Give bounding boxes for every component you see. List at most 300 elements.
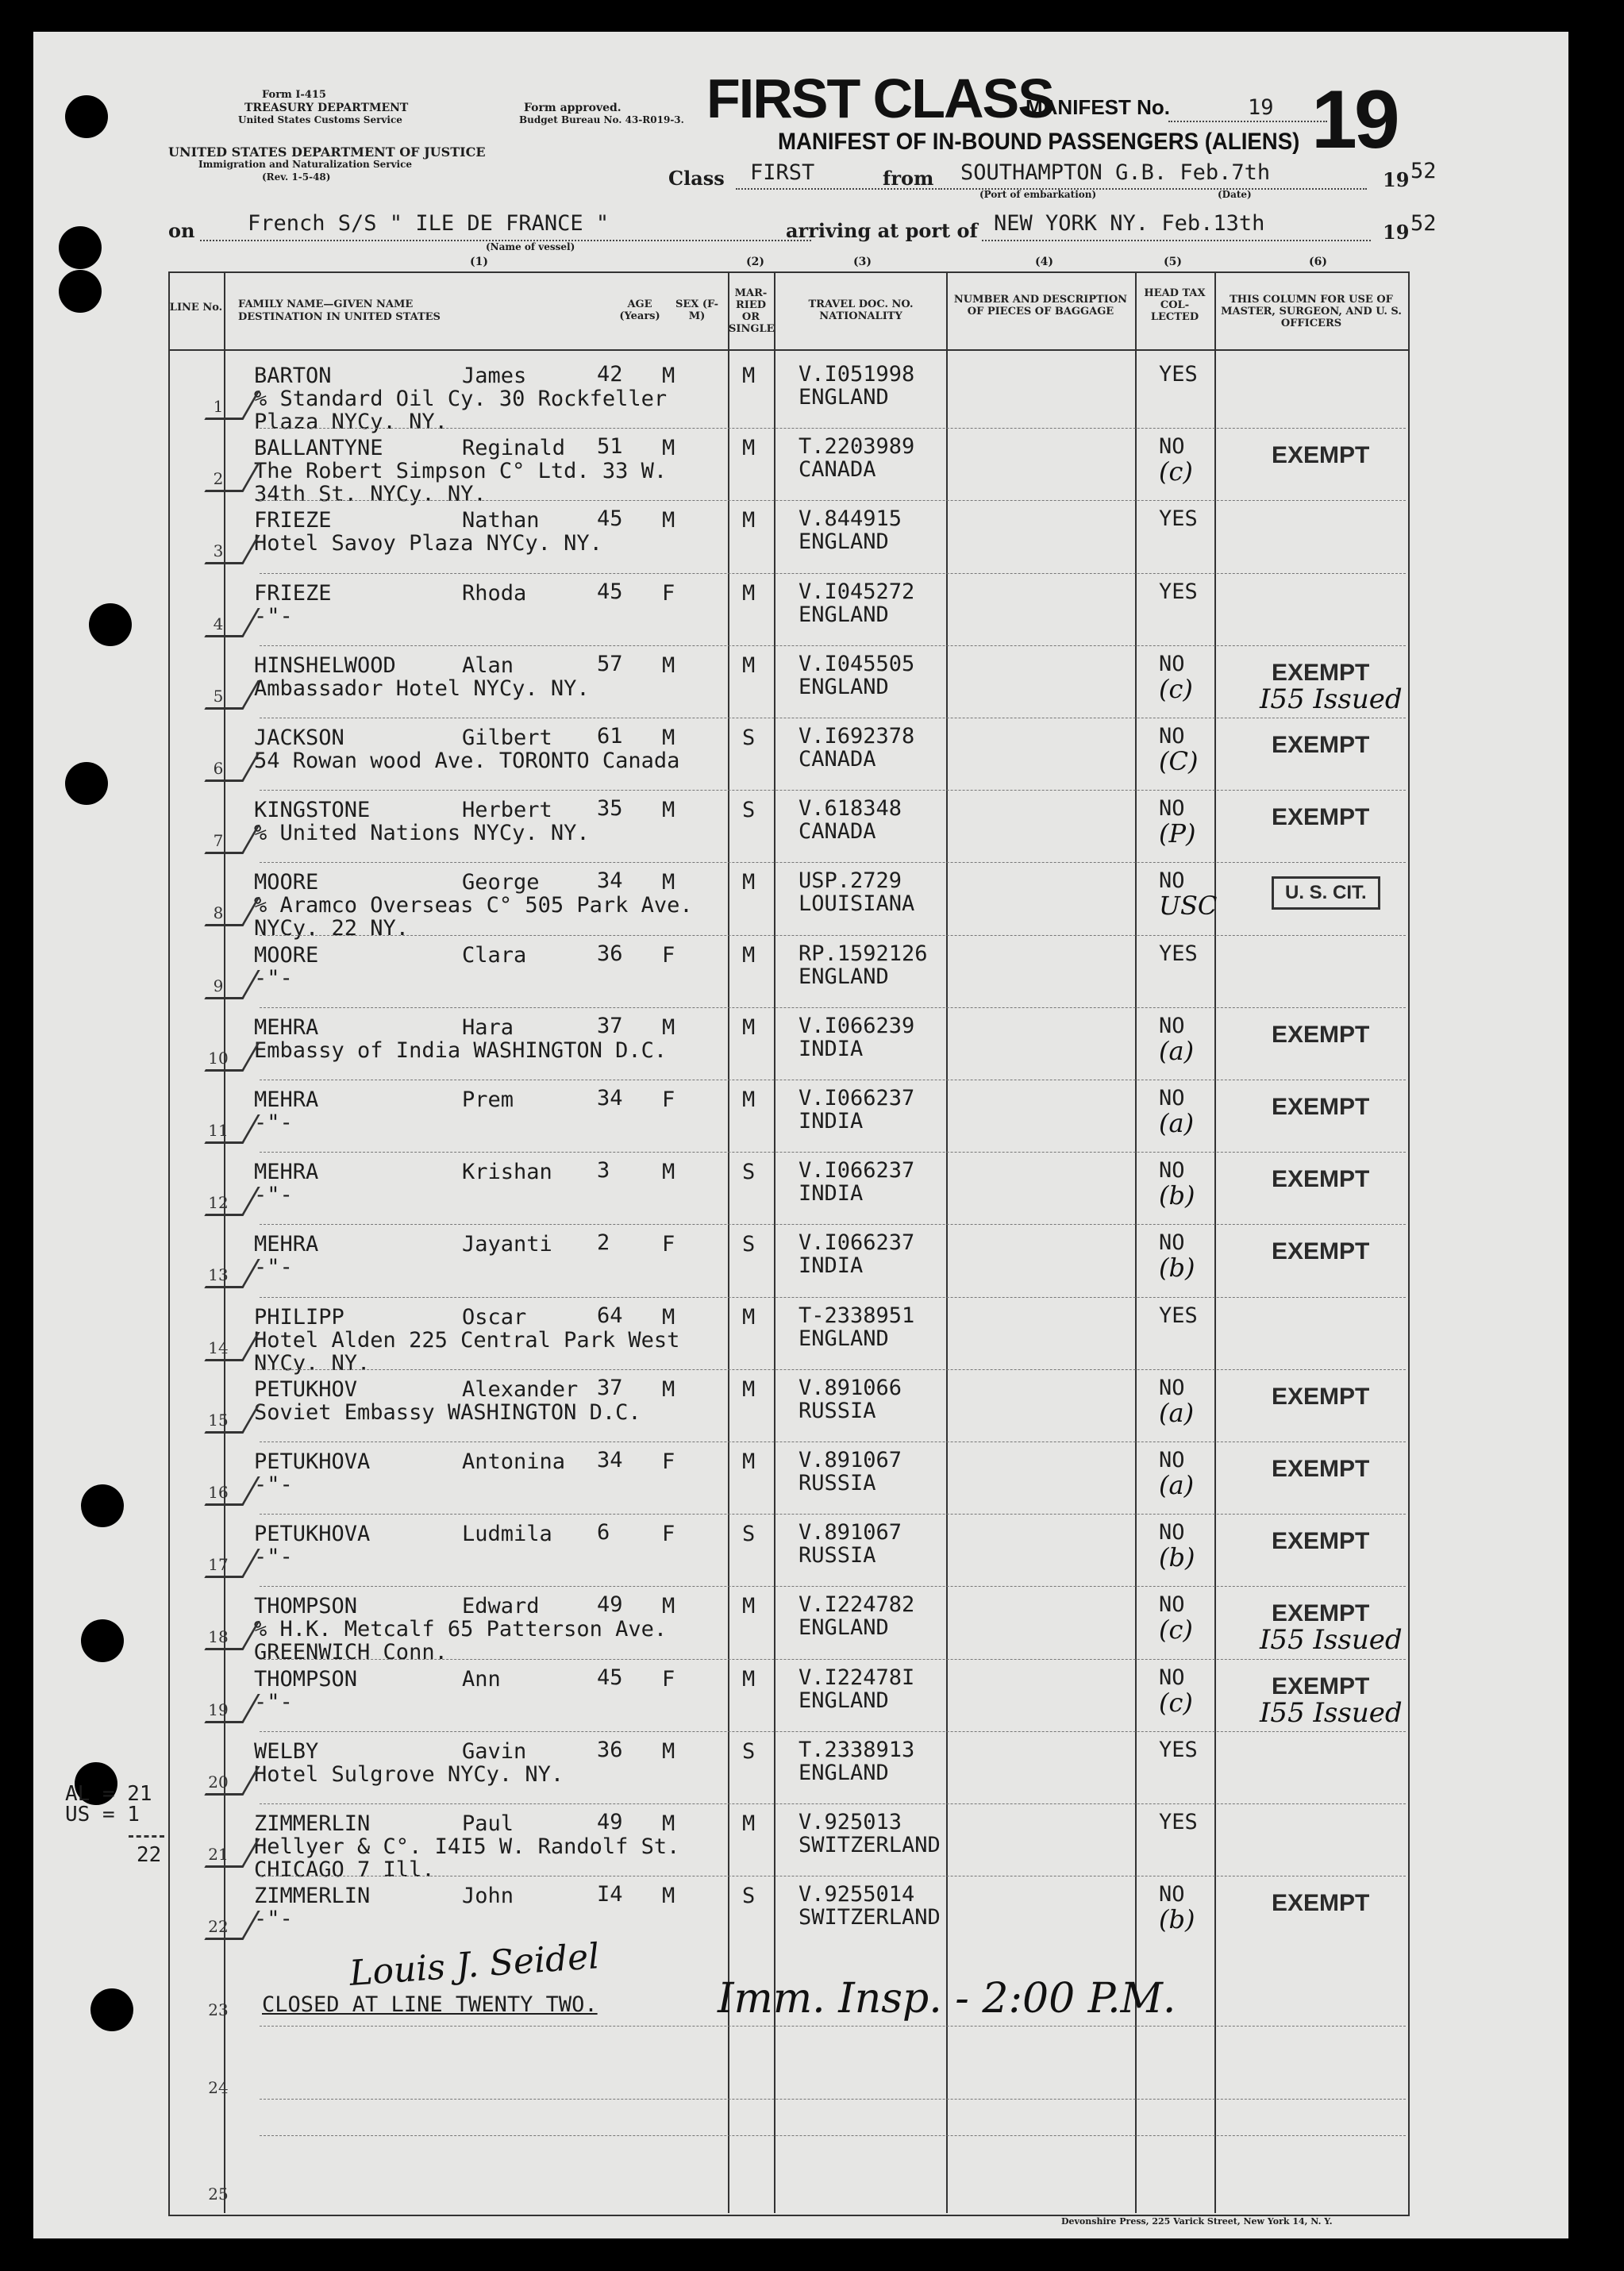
head-tax: YES [1159,1303,1198,1328]
marital-status: M [742,364,756,388]
revision: (Rev. 1-5-48) [262,171,331,183]
nationality: INDIA [799,1036,864,1061]
sex: M [662,1884,675,1909]
sex: M [662,726,675,750]
row-divider [260,1152,1406,1153]
header-travel-doc: TRAVEL DOC. NO. NATIONALITY [808,298,914,322]
nationality: INDIA [799,1181,864,1207]
destination-line2: NYCy. NY. [254,1350,371,1376]
line-number: 16 [208,1483,229,1502]
age: 6 [597,1520,610,1545]
destination: -"- [254,603,293,629]
nationality: ENGLAND [799,1326,889,1351]
col-num-4: (4) [1035,256,1053,268]
travel-doc: T.2338913 [799,1737,915,1762]
marital-status: S [742,1522,756,1547]
total-aliens: AL = 21 [65,1782,152,1806]
vessel-label: (Name of vessel) [486,241,575,252]
family-name: PETUKHOVA [254,1449,371,1474]
family-name: BALLANTYNE [254,436,383,461]
given-name: Gilbert [462,726,552,750]
officer-stamp: U. S. CIT. [1272,876,1380,910]
date-label: (Date) [1218,189,1252,200]
given-name: Krishan [462,1160,552,1185]
line-number: 19 [208,1699,229,1719]
first-class-title: FIRST CLASS [706,67,1053,129]
head-tax-code: (c) [1159,1687,1193,1718]
travel-doc: V.891067 [799,1448,902,1472]
line-number: 22 [208,1917,229,1937]
sex: F [662,1522,675,1547]
nationality: INDIA [799,1253,864,1279]
family-name: ZIMMERLIN [254,1884,371,1909]
row-divider [260,1586,1406,1587]
marital-status: M [742,1811,756,1836]
officer-stamp: EXEMPT [1272,1094,1370,1120]
destination-line2: CHICAGO 7 Ill. [254,1857,435,1882]
sex: F [662,1232,675,1257]
given-name: Antonina [462,1449,566,1474]
head-tax-code: (c) [1159,1615,1193,1646]
destination: Hotel Alden 225 Central Park West [254,1327,680,1353]
destination: Hotel Savoy Plaza NYCy. NY. [254,531,602,556]
sex: M [662,1304,675,1330]
destination: Hotel Sulgrove NYCy. NY. [254,1761,564,1787]
destination-line2: Plaza NYCy. NY. [254,410,448,434]
header-name: FAMILY NAME—GIVEN NAME [238,298,414,310]
age: 64 [597,1303,623,1328]
punch-hole [59,226,102,269]
destination: % United Nations NYCy. NY. [254,821,590,846]
row-divider [260,645,1406,646]
line-number: 21 [208,1845,229,1864]
header-age: AGE (Years) [619,298,660,322]
family-name: PHILIPP [254,1304,344,1330]
sex: M [662,1811,675,1836]
nationality: ENGLAND [799,602,889,627]
class-value: FIRST [750,160,815,185]
marital-status: S [742,1884,756,1909]
customs-service: United States Customs Service [238,114,402,125]
budget-bureau: Budget Bureau No. 43-R019-3. [519,114,684,125]
line-number: 20 [208,1772,229,1792]
nationality: ENGLAND [799,529,889,555]
nationality: ENGLAND [799,1760,889,1785]
treasury-department: TREASURY DEPARTMENT [244,102,409,114]
destination: -"- [254,1545,293,1570]
punch-hole [90,1988,133,2031]
punch-hole [81,1619,124,1662]
officer-stamp: EXEMPT [1272,1890,1370,1917]
sex: M [662,1594,675,1619]
nationality: ENGLAND [799,385,889,410]
travel-doc: RP.1592126 [799,941,928,966]
head-tax: YES [1159,1810,1198,1834]
sex: F [662,1666,675,1692]
sex: M [662,798,675,823]
age: 45 [597,506,623,532]
given-name: Ludmila [462,1522,552,1547]
nationality: RUSSIA [799,1398,876,1423]
officer-stamp: EXEMPT [1272,659,1370,686]
given-name: James [462,364,527,388]
family-name: WELBY [254,1738,319,1764]
sex: M [662,508,675,533]
officer-note: I55 Issued [1260,1624,1403,1657]
given-name: Edward [462,1594,540,1619]
officer-stamp: EXEMPT [1272,1528,1370,1555]
sex: F [662,580,675,606]
row-divider [260,1803,1406,1804]
officer-stamp: EXEMPT [1272,1383,1370,1410]
destination: Hellyer & C°. I4I5 W. Randolf St. [254,1834,680,1859]
family-name: KINGSTONE [254,798,371,823]
destination: -"- [254,1907,293,1932]
head-tax: NO [1159,796,1185,822]
ins-heading: Immigration and Naturalization Service [198,159,413,170]
destination: % Standard Oil Cy. 30 Rockfeller [254,387,668,411]
nationality: ENGLAND [799,1615,889,1641]
row-divider [260,1224,1406,1225]
travel-doc: T.2203989 [799,434,915,460]
family-name: BARTON [254,364,332,388]
officer-note: I55 Issued [1260,683,1403,715]
family-name: PETUKHOV [254,1376,358,1402]
line-number: 8 [213,903,224,923]
marital-status: M [742,580,756,606]
travel-doc: V.I051998 [799,362,915,387]
given-name: George [462,870,540,895]
head-tax-code: (b) [1159,1542,1195,1573]
officer-stamp: EXEMPT [1272,804,1370,831]
head-tax: NO [1159,1448,1185,1472]
age: 36 [597,1737,623,1762]
travel-doc: V.925013 [799,1810,902,1834]
given-name: Reginald [462,436,566,461]
given-name: Jayanti [462,1232,552,1257]
sex: F [662,942,675,968]
marital-status: S [742,1232,756,1257]
year-suffix-2: 52 [1410,211,1437,236]
head-tax-code: (c) [1159,456,1193,487]
age: 34 [597,1448,623,1472]
row-divider [260,1007,1406,1008]
given-name: Rhoda [462,580,527,606]
given-name: Herbert [462,798,552,823]
sex: M [662,1376,675,1402]
family-name: ZIMMERLIN [254,1811,371,1836]
row-divider [260,1369,1406,1370]
family-name: MOORE [254,870,319,895]
head-tax-code: (a) [1159,1397,1195,1428]
marital-status: M [742,870,756,895]
manifest-no-label: MANIFEST No. [1026,95,1170,119]
line-number: 7 [213,831,224,851]
line-number: 25 [208,2184,229,2204]
head-tax-code: (b) [1159,1253,1195,1284]
officer-stamp: EXEMPT [1272,1166,1370,1193]
marital-status: M [742,942,756,968]
travel-doc: V.I692378 [799,724,915,749]
given-name: Prem [462,1087,514,1112]
destination: % Aramco Overseas C° 505 Park Ave. [254,893,693,918]
line-number: 17 [208,1555,229,1575]
age: 37 [597,1375,623,1400]
destination: Ambassador Hotel NYCy. NY. [254,676,590,701]
given-name: Oscar [462,1304,527,1330]
marital-status: M [742,1594,756,1619]
head-tax: YES [1159,362,1198,387]
head-tax: NO [1159,1592,1185,1618]
manifest-sheet [33,32,1568,2238]
destination: 54 Rowan wood Ave. TORONTO Canada [254,749,680,773]
destination: Embassy of India WASHINGTON D.C. [254,1037,668,1063]
age: 45 [597,1665,623,1690]
head-tax: NO [1159,724,1185,749]
marital-status: M [742,508,756,533]
row-divider [260,935,1406,936]
officer-note: I55 Issued [1260,1696,1403,1729]
sex: M [662,364,675,388]
age: 36 [597,941,623,966]
line-number: 4 [213,614,224,633]
given-name: John [462,1884,514,1909]
line-number: 24 [208,2078,229,2097]
travel-doc: V.I045505 [799,651,915,676]
travel-doc: V.891066 [799,1375,902,1400]
manifest-no-year: 19 [1248,95,1274,120]
row-divider [260,500,1406,501]
marital-status: M [742,1304,756,1330]
destination-line2: GREENWICH Conn. [254,1640,448,1665]
officer-stamp: EXEMPT [1272,442,1370,469]
form-number: Form I-415 [262,89,326,101]
header-destination: DESTINATION IN UNITED STATES [238,311,441,323]
punch-hole [89,603,132,646]
sex: M [662,652,675,678]
given-name: Alexander [462,1376,579,1402]
family-name: MEHRA [254,1014,319,1040]
row-divider [260,862,1406,863]
line-number: 15 [208,1410,229,1430]
head-tax: YES [1159,941,1198,966]
sex: M [662,870,675,895]
line-number: 18 [208,1627,229,1647]
row-divider [260,1659,1406,1660]
head-tax-code: USC [1159,891,1218,922]
row-divider [260,1514,1406,1515]
head-tax: NO [1159,434,1185,460]
head-tax: NO [1159,1086,1185,1110]
col-num-6: (6) [1309,256,1327,268]
total-sum: 22 [137,1843,162,1867]
nationality: RUSSIA [799,1471,876,1495]
nationality: CANADA [799,457,876,483]
family-name: MOORE [254,942,319,968]
age: 51 [597,434,623,460]
head-tax: NO [1159,1375,1185,1400]
head-tax-code: (b) [1159,1904,1195,1935]
header-officers: THIS COLUMN FOR USE OF MASTER, SURGEON, AND U. S. OFFICERS [1221,294,1402,329]
travel-doc: V.I045272 [799,579,915,604]
vessel-name: French S/S " ILE DE FRANCE " [248,211,610,236]
form-approved: Form approved. [524,102,622,114]
from-label: from [883,167,934,190]
nationality: CANADA [799,819,876,845]
on-label: on [168,219,195,242]
year-prefix-1: 19 [1383,168,1410,191]
given-name: Hara [462,1014,514,1040]
nationality: ENGLAND [799,1688,889,1713]
head-tax: NO [1159,1158,1185,1184]
destination: -"- [254,1472,293,1497]
header-sex: SEX (F-M) [675,298,719,322]
officer-stamp: EXEMPT [1272,1238,1370,1265]
row-divider [260,573,1406,574]
sex: M [662,1160,675,1185]
marital-status: M [742,436,756,461]
manifest-table [168,271,1410,2216]
nationality: SWITZERLAND [799,1905,941,1930]
row-divider [260,790,1406,791]
given-name: Nathan [462,508,540,533]
marital-status: S [742,798,756,823]
destination: -"- [254,1689,293,1715]
inspector-signature: Louis J. Seidel [348,1936,601,1994]
sex: M [662,1014,675,1040]
travel-doc: V.I066239 [799,1013,915,1038]
officer-stamp: EXEMPT [1272,1456,1370,1482]
family-name: FRIEZE [254,508,332,533]
family-name: THOMPSON [254,1594,358,1619]
head-tax-code: (a) [1159,1035,1195,1066]
head-tax: NO [1159,868,1185,894]
age: 45 [597,579,623,604]
sex: F [662,1087,675,1112]
line-number: 14 [208,1338,229,1357]
age: 49 [597,1810,623,1834]
page-number: 19 [1311,74,1397,166]
year-prefix-2: 19 [1383,221,1410,244]
head-tax: NO [1159,651,1185,676]
family-name: THOMPSON [254,1666,358,1692]
class-label: Class [668,167,725,190]
head-tax: NO [1159,1013,1185,1038]
nationality: LOUISIANA [799,891,915,917]
age: 49 [597,1592,623,1618]
travel-doc: T-2338951 [799,1303,915,1328]
marital-status: M [742,1666,756,1692]
head-tax-code: (C) [1159,746,1199,776]
line-number: 11 [208,1121,229,1140]
head-tax-code: (c) [1159,673,1193,704]
given-name: Clara [462,942,527,968]
line-number: 10 [208,1048,229,1068]
row-divider [260,428,1406,429]
officer-stamp: EXEMPT [1272,1600,1370,1627]
year-suffix-1: 52 [1410,159,1437,183]
head-tax-code: (b) [1159,1180,1195,1211]
port-embark-label: (Port of embarkation) [979,189,1097,200]
line-number: 9 [213,976,224,995]
family-name: MEHRA [254,1160,319,1185]
marital-status: M [742,1449,756,1474]
officer-stamp: EXEMPT [1272,732,1370,758]
nationality: SWITZERLAND [799,1833,941,1857]
col-num-1: (1) [470,256,488,268]
officer-stamp: EXEMPT [1272,1021,1370,1048]
destination: -"- [254,1110,293,1135]
arriving-label: arriving at port of [786,219,978,242]
destination: -"- [254,1255,293,1280]
destination: % H.K. Metcalf 65 Patterson Ave. [254,1617,668,1642]
line-number: 3 [213,541,224,561]
age: 35 [597,796,623,822]
sex: M [662,1738,675,1764]
age: 34 [597,868,623,894]
family-name: HINSHELWOOD [254,652,396,678]
line-number: 6 [213,759,224,778]
head-tax-code: (P) [1159,818,1196,849]
head-tax-code: (a) [1159,1108,1195,1138]
punch-hole [65,762,108,805]
family-name: JACKSON [254,726,344,750]
head-tax: YES [1159,506,1198,532]
head-tax: YES [1159,1737,1198,1762]
manifest-title: MANIFEST OF IN-BOUND PASSENGERS (ALIENS) [778,129,1300,155]
col-num-2: (2) [746,256,764,268]
header-baggage: NUMBER AND DESCRIPTION OF PIECES OF BAGGAGE [953,294,1128,318]
inspector-time: Imm. Insp. - 2:00 P.M. [718,1975,1176,2023]
travel-doc: V.I224782 [799,1592,915,1618]
age: 34 [597,1086,623,1110]
from-value: SOUTHAMPTON G.B. Feb.7th [960,160,1271,185]
age: 61 [597,724,623,749]
sex: F [662,1449,675,1474]
given-name: Paul [462,1811,514,1836]
marital-status: M [742,1376,756,1402]
head-tax: YES [1159,579,1198,604]
destination: -"- [254,965,293,991]
line-number: 2 [213,469,224,489]
sex: M [662,436,675,461]
family-name: MEHRA [254,1232,319,1257]
punch-hole [65,95,108,138]
nationality: ENGLAND [799,674,889,699]
destination: Soviet Embassy WASHINGTON D.C. [254,1399,641,1425]
line-number: 13 [208,1265,229,1285]
marital-status: M [742,652,756,678]
nationality: RUSSIA [799,1543,876,1569]
marital-status: M [742,1087,756,1112]
line-number: 12 [208,1193,229,1213]
destination: The Robert Simpson C° Ltd. 33 W. [254,459,668,484]
line-number: 5 [213,686,224,706]
destination: -"- [254,1183,293,1208]
given-name: Alan [462,652,514,678]
header-married: MAR-RIED OR SINGLE [729,287,775,335]
travel-doc: USP.2729 [799,868,902,894]
arrival-port: NEW YORK NY. Feb.13th [994,211,1265,236]
marital-status: S [742,726,756,750]
age: 2 [597,1230,610,1256]
age: 57 [597,651,623,676]
marital-status: S [742,1738,756,1764]
punch-hole [81,1484,124,1527]
header-head-tax: HEAD TAX COL-LECTED [1144,287,1206,323]
printer-imprint: Devonshire Press, 225 Varick Street, New York 14, N. Y. [1061,2216,1333,2227]
marital-status: S [742,1160,756,1185]
